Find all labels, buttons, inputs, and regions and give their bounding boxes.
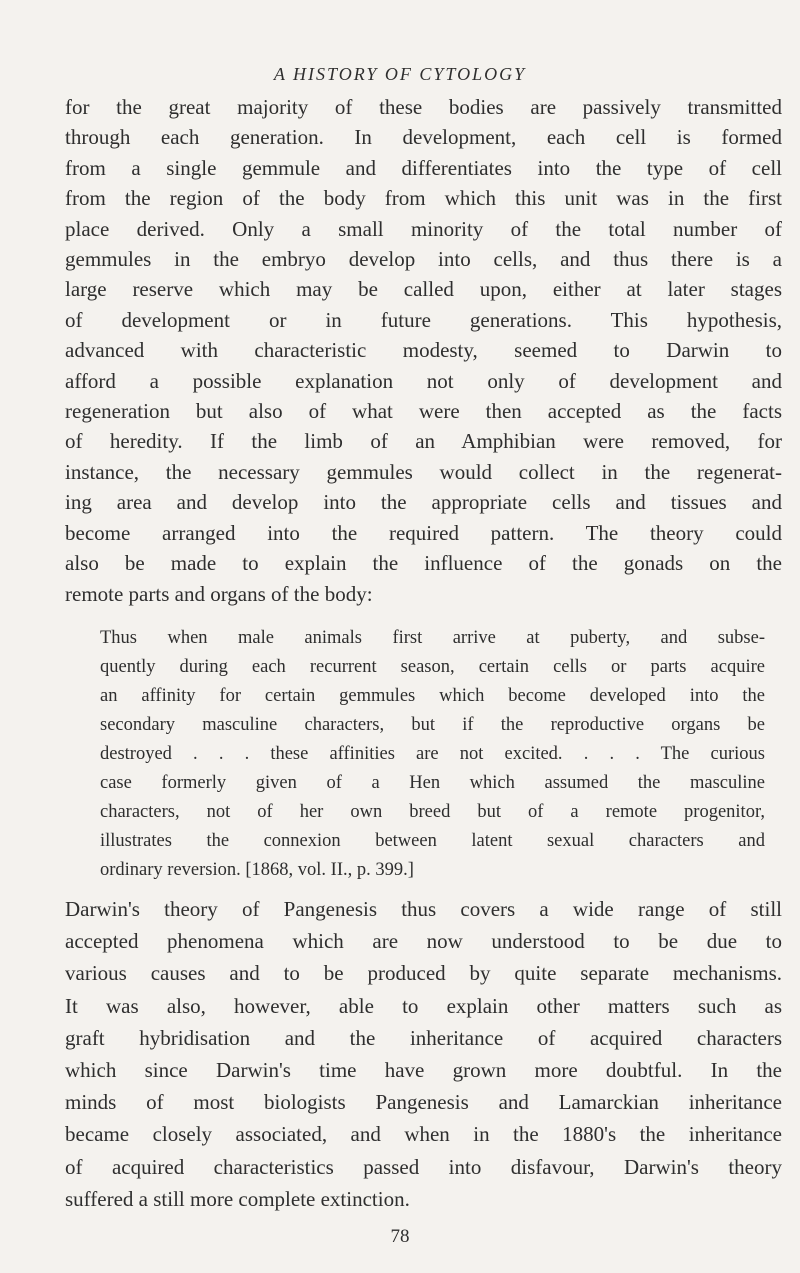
- text-line: minds of most biologists Pangenesis and Lamarckian inheritance: [65, 1090, 782, 1115]
- block-quote: [100, 624, 765, 885]
- text-line: Thus when male animals first arrive at puberty, and subse-: [100, 628, 765, 648]
- paragraph-2: [65, 893, 782, 1215]
- page-number: 78: [390, 1226, 410, 1247]
- text-line: of heredity. If the limb of an Amphibian were removed, for: [65, 429, 782, 454]
- text-line: become arranged into the required pattern. The theory could: [65, 520, 782, 545]
- text-line: of development or in future generations. This hypothesis,: [65, 307, 782, 332]
- text-line: secondary masculine characters, but if the reproductive organs be: [100, 715, 765, 735]
- text-line: place derived. Only a small minority of the total number of: [65, 216, 782, 241]
- text-line: destroyed . . . these affinities are not excited. . . . The curious: [100, 744, 765, 764]
- text-line: graft hybridisation and the inheritance of acquired characters: [65, 1025, 782, 1050]
- text-line: from a single gemmule and differentiates into the type of cell: [65, 155, 782, 180]
- running-header: A HISTORY OF CYTOLOGY: [273, 64, 527, 84]
- text-line: It was also, however, able to explain other matters such as: [65, 993, 782, 1018]
- text-line: through each generation. In development, each cell is formed: [65, 125, 782, 150]
- text-line: ing area and develop into the appropriate cells and tissues and: [65, 490, 782, 515]
- text-line: ordinary reversion. [1868, vol. II., p. 399.]: [100, 860, 414, 880]
- text-line: quently during each recurrent season, certain cells or parts acquire: [100, 657, 765, 677]
- text-line: also be made to explain the influence of the gonads on the: [65, 551, 782, 576]
- text-line: case formerly given of a Hen which assumed the masculine: [100, 773, 765, 793]
- text-line: Darwin's theory of Pangenesis thus covers a wide range of still: [65, 897, 782, 921]
- text-line: various causes and to be produced by quite separate mechanisms.: [65, 961, 782, 986]
- text-line: remote parts and organs of the body:: [65, 581, 373, 606]
- text-line: large reserve which may be called upon, either at later stages: [65, 277, 782, 302]
- text-line: gemmules in the embryo develop into cells, and thus there is a: [65, 247, 782, 272]
- paragraph-1: [65, 92, 782, 609]
- text-line: characters, not of her own breed but of a remote progenitor,: [100, 802, 765, 822]
- text-line: accepted phenomena which are now understood to be due to: [65, 929, 782, 954]
- text-line: advanced with characteristic modesty, seemed to Darwin to: [65, 338, 782, 363]
- text-line: regeneration but also of what were then accepted as the facts: [65, 399, 782, 424]
- text-line: an affinity for certain gemmules which become developed into the: [100, 686, 765, 706]
- text-line: became closely associated, and when in the 1880's the inheritance: [65, 1122, 782, 1147]
- text-line: illustrates the connexion between latent sexual characters and: [100, 831, 765, 851]
- text-line: suffered a still more complete extinction.: [65, 1186, 410, 1211]
- text-line: from the region of the body from which this unit was in the first: [65, 186, 782, 211]
- text-line: of acquired characteristics passed into disfavour, Darwin's theory: [65, 1154, 782, 1179]
- text-line: instance, the necessary gemmules would collect in the regenerat-: [65, 459, 782, 484]
- text-line: for the great majority of these bodies are passively transmitted: [65, 95, 782, 119]
- text-line: afford a possible explanation not only of development and: [65, 368, 782, 393]
- text-line: which since Darwin's time have grown more doubtful. In the: [65, 1058, 782, 1083]
